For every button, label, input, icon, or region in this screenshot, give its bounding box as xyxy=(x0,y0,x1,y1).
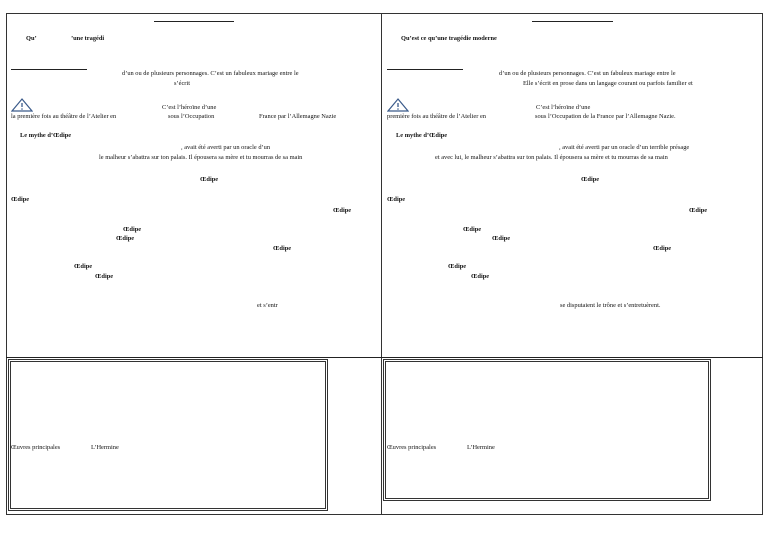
ending-text: se disputaient le trône et s’entretuèrent. xyxy=(560,302,661,309)
premiere-text-a: la première fois au théâtre de l’Atelier en xyxy=(11,113,117,120)
left-bottom-rule xyxy=(6,357,381,358)
definition-rule xyxy=(11,69,87,70)
work-item-hermine: L’Hermine xyxy=(467,444,495,451)
title-rule xyxy=(532,21,613,22)
column-divider xyxy=(381,13,382,515)
oedipe-label-8: Œdipe xyxy=(471,273,490,280)
oedipe-label-5: Œdipe xyxy=(116,235,135,242)
oedipe-label-3: Œdipe xyxy=(333,207,352,214)
works-box xyxy=(383,359,711,501)
oedipe-label-7: Œdipe xyxy=(74,263,93,270)
oedipe-label-1: Œdipe xyxy=(200,176,219,183)
heroine-text: C’est l’héroïne d’une xyxy=(162,104,217,111)
ending-text: et s’entr xyxy=(257,302,278,309)
oedipe-label-3: Œdipe xyxy=(689,207,708,214)
definition-text: d’un ou de plusieurs personnages. C’est un fabuleux mariage entre le xyxy=(499,70,676,77)
right-bottom-rule xyxy=(381,357,763,358)
page-title-part-2: ’une tragédi xyxy=(71,35,105,42)
myth-text-1: , avait été averti par un oracle d’un xyxy=(181,144,271,151)
oedipe-label-4: Œdipe xyxy=(463,226,482,233)
works-box xyxy=(8,359,328,511)
heroine-text: C’est l’héroïne d’une xyxy=(536,104,591,111)
warning-icon xyxy=(11,98,33,112)
premiere-text-b: sous l’Occupation xyxy=(168,113,215,120)
oedipe-label-2: Œdipe xyxy=(11,196,30,203)
oedipe-label-5: Œdipe xyxy=(492,235,511,242)
section-heading-myth: Le mythe d’Œdipe xyxy=(20,132,72,139)
page-title-part-1: Qu’ xyxy=(26,35,37,42)
work-item-hermine: L’Hermine xyxy=(91,444,119,451)
page-title: Qu’est ce qu’une tragédie moderne xyxy=(401,35,497,42)
definition-text: d’un ou de plusieurs personnages. C’est un fabuleux mariage entre le xyxy=(122,70,299,77)
myth-text-2: et avec lui, le malheur s’abattra sur ton palais. Il épousera sa mère et tu mourras de sa main xyxy=(435,154,668,161)
oedipe-label-2: Œdipe xyxy=(387,196,406,203)
works-label: Œuvres principales xyxy=(387,444,437,451)
oedipe-label-7: Œdipe xyxy=(448,263,467,270)
premiere-text-b: sous l’Occupation de la France par l’Allemagne Nazie. xyxy=(535,113,676,120)
premiere-text-a: première fois au théâtre de l’Atelier en xyxy=(387,113,487,120)
myth-text-1: , avait été averti par un oracle d’un terrible présage xyxy=(559,144,690,151)
title-rule xyxy=(154,21,234,22)
oedipe-label-6: Œdipe xyxy=(273,245,292,252)
section-heading-myth: Le mythe d’Œdipe xyxy=(396,132,448,139)
warning-icon xyxy=(387,98,409,112)
definition-rule xyxy=(387,69,463,70)
premiere-text-c: France par l’Allemagne Nazie xyxy=(259,113,337,120)
works-label: Œuvres principales xyxy=(11,444,61,451)
definition-text-2: Elle s’écrit en prose dans un langage courant ou parfois familier et xyxy=(523,80,693,87)
oedipe-label-1: Œdipe xyxy=(581,176,600,183)
definition-text-2: s’écrit xyxy=(174,80,190,87)
oedipe-label-6: Œdipe xyxy=(653,245,672,252)
myth-text-2: le malheur s’abattra sur ton palais. Il épousera sa mère et tu mourras de sa main xyxy=(99,154,303,161)
oedipe-label-8: Œdipe xyxy=(95,273,114,280)
oedipe-label-4: Œdipe xyxy=(123,226,142,233)
